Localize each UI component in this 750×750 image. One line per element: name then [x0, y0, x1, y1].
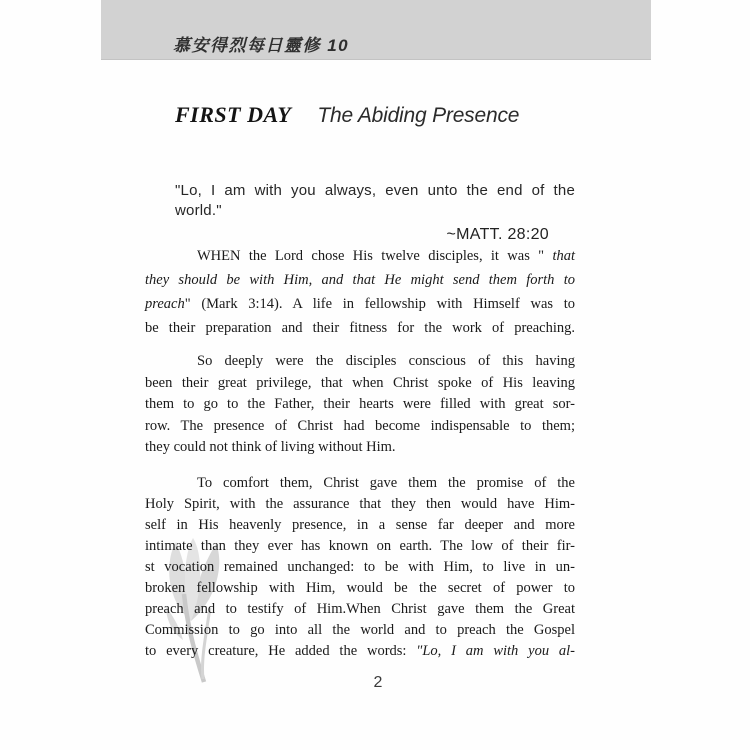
text-line: preach" (Mark 3:14). A life in fellowship with Himself was to	[145, 296, 575, 312]
text-line: st vocation remained unchanged: to be with Him, to live in un-	[145, 559, 575, 575]
text-line: preach and to testify of Him.When Christ gave them the Great	[145, 601, 575, 617]
text-line: WHEN the Lord chose His twelve disciples, it was " that	[197, 248, 575, 264]
text-line: intimate than they ever has known on earth. The low of their fir-	[145, 538, 575, 554]
text-line: To comfort them, Christ gave them the promise of the	[197, 475, 575, 491]
text-line: broken fellowship with Him, would be the secret of power to	[145, 580, 575, 596]
text-line: be their preparation and their fitness for the work of preaching.	[145, 320, 575, 336]
page-header-band	[101, 0, 651, 60]
text-line: Holy Spirit, with the assurance that they then would have Him-	[145, 496, 575, 512]
text-line: them to go to the Father, their hearts were filled with great sor-	[145, 396, 575, 412]
chapter-heading	[175, 102, 519, 128]
text-line: to every creature, He added the words: "Lo, I am with you al-	[145, 643, 576, 659]
text-line: they could not think of living without Him.	[145, 439, 396, 455]
paragraph	[145, 244, 575, 340]
page-number: 2	[373, 674, 383, 691]
text-line: self in His heavenly presence, in a sense far deeper and more	[145, 517, 575, 533]
paragraph	[145, 351, 575, 459]
text-line: row. The presence of Christ had become indispensable to them;	[145, 417, 575, 434]
verse-reference: ~MATT. 28:20	[446, 226, 549, 243]
text-line: been their great privilege, that when Christ spoke of His leaving	[145, 374, 575, 391]
text-line: Commission to go into all the world and to preach the Gospel	[145, 622, 575, 638]
book-title: 慕安得烈每日靈修 10	[173, 36, 350, 55]
text-line: they should be with Him, and that He might send them forth to	[145, 272, 575, 288]
text-line: So deeply were the disciples conscious of this having	[197, 353, 575, 369]
verse-quote-block	[145, 181, 575, 245]
chapter-day-label: FIRST DAY	[175, 102, 292, 127]
verse-text: "Lo, I am with you always, even unto the end of the world."	[175, 182, 575, 219]
chapter-subtitle-label: The Abiding Presence	[317, 104, 520, 127]
paragraph	[145, 473, 575, 662]
